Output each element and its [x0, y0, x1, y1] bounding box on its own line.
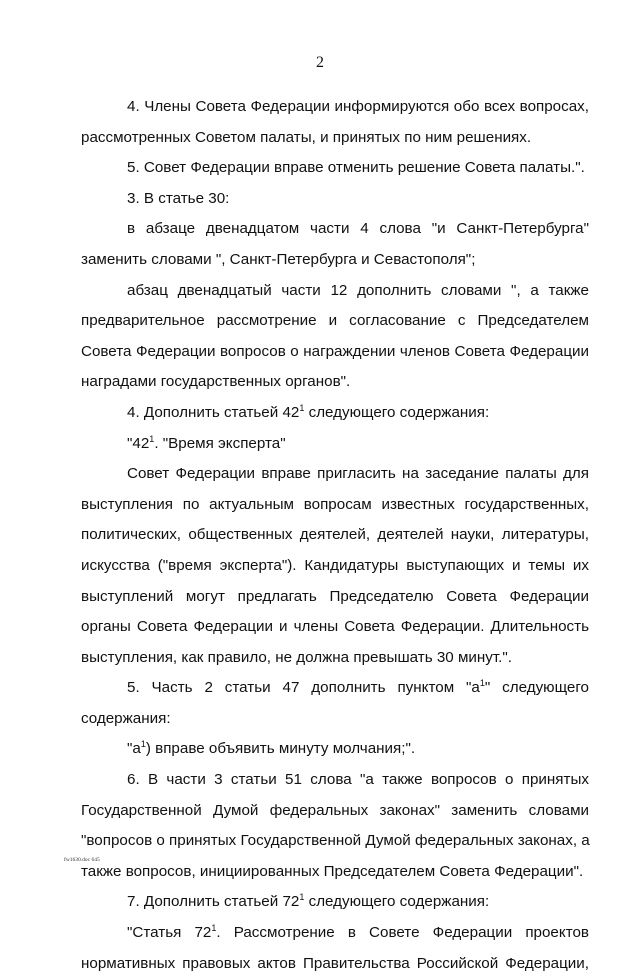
superscript: 1	[140, 739, 146, 750]
text-segment: выступления по актуальным вопросам известных государственных,	[81, 495, 589, 513]
text-line	[81, 153, 589, 184]
text-segment: рассмотренных Советом палаты, и принятых по ним решениях.	[81, 128, 532, 146]
text-segment: также вопросов, инициированных Председателем Совета Федерации".	[81, 862, 584, 880]
text-segment: "вопросов о принятых Государственной Думой федеральных законах, а	[81, 832, 590, 850]
text-segment: наградами государственных органов".	[81, 373, 351, 391]
text-segment: органы Совета Федерации и члены Совета Федерации. Длительность	[81, 618, 589, 636]
text-line	[81, 887, 589, 918]
text-segment: "42	[127, 434, 150, 452]
text-line	[81, 520, 589, 551]
superscript: 1	[211, 923, 217, 934]
text-segment: 5. Совет Федерации вправе отменить решение Совета палаты.".	[127, 159, 585, 177]
text-segment: выступлений могут предлагать Председателю Совета Федерации	[81, 587, 589, 605]
text-segment: Совет Федерации вправе пригласить на заседание палаты для	[127, 465, 589, 483]
text-segment: предварительное рассмотрение и согласование с Председателем	[81, 312, 589, 330]
text-segment: 5. Часть 2 статьи 47 дополнить пунктом "а	[127, 679, 480, 697]
text-segment: следующего содержания:	[304, 893, 490, 911]
text-segment: " следующего	[484, 679, 589, 697]
text-line	[81, 429, 589, 460]
text-line	[81, 184, 589, 215]
text-segment: "а	[127, 740, 141, 758]
text-line	[81, 704, 589, 735]
text-line	[81, 214, 589, 245]
text-line	[81, 643, 589, 674]
text-segment: в абзаце двенадцатом части 4 слова "и Санкт-Петербурга"	[127, 220, 589, 238]
text-line	[81, 857, 589, 888]
text-segment: 4. Дополнить статьей 42	[127, 403, 300, 421]
text-line	[81, 245, 589, 276]
text-line	[81, 276, 589, 307]
text-segment: ) вправе объявить минуту молчания;".	[145, 740, 416, 758]
text-line	[81, 337, 589, 368]
text-segment: абзац двенадцатый части 12 дополнить словами ", а также	[127, 281, 589, 299]
text-segment: 6. В части 3 статьи 51 слова "а также вопросов о принятых	[127, 771, 589, 789]
text-line	[81, 582, 589, 613]
superscript: 1	[299, 402, 305, 413]
text-line	[81, 306, 589, 337]
text-segment: заменить словами ", Санкт-Петербурга и Севастополя";	[81, 250, 476, 268]
text-line	[81, 123, 589, 154]
text-line	[81, 92, 589, 123]
text-segment: Государственной Думой федеральных законах" заменить словами	[81, 801, 589, 819]
superscript: 1	[479, 678, 485, 689]
text-line	[81, 398, 589, 429]
text-line	[81, 918, 589, 949]
superscript: 1	[299, 892, 305, 903]
text-segment: нормативных правовых актов Правительства Российской Федерации,	[81, 954, 589, 972]
footer-file-reference: fw1630.doc 645	[64, 857, 100, 863]
superscript: 1	[149, 433, 155, 444]
text-segment: выступления, как правило, не должна превышать 30 минут.".	[81, 648, 512, 666]
page-number: 2	[316, 54, 324, 71]
text-line	[81, 490, 589, 521]
text-line	[81, 796, 589, 827]
text-segment: . "Время эксперта"	[154, 434, 286, 452]
text-line	[81, 459, 589, 490]
text-line	[81, 734, 589, 765]
text-line	[81, 367, 589, 398]
text-segment: Совета Федерации вопросов о награждении членов Совета Федерации	[81, 342, 589, 360]
text-segment: "Статья 72	[127, 924, 212, 942]
text-line	[81, 612, 589, 643]
text-line	[81, 551, 589, 582]
text-segment: 3. В статье 30:	[127, 189, 230, 207]
text-segment: 7. Дополнить статьей 72	[127, 893, 300, 911]
text-line	[81, 673, 589, 704]
text-line	[81, 826, 589, 857]
text-line	[81, 949, 589, 979]
text-segment: содержания:	[81, 709, 171, 727]
text-segment: следующего содержания:	[304, 403, 490, 421]
text-segment: 4. Члены Совета Федерации информируются обо всех вопросах,	[127, 98, 589, 115]
document-body	[81, 92, 589, 979]
text-segment: политических, общественных деятелей, деятелей науки, литературы,	[81, 526, 589, 544]
text-line	[81, 765, 589, 796]
text-segment: искусства ("время эксперта"). Кандидатуры выступающих и темы их	[81, 556, 589, 574]
text-segment: . Рассмотрение в Совете Федерации проектов	[216, 924, 589, 942]
